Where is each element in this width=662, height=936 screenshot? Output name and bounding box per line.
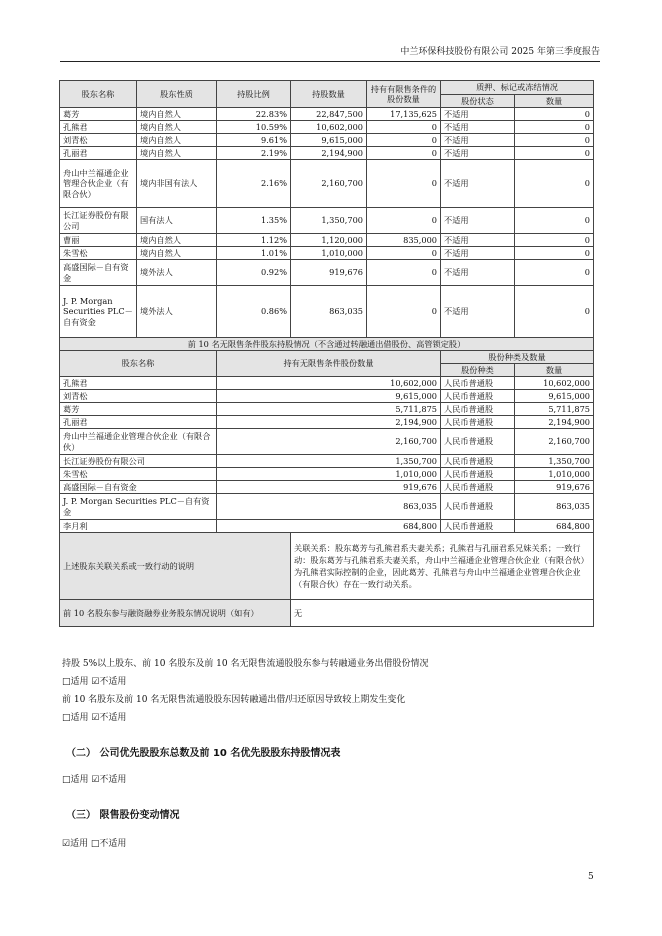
cell-restricted: 0 bbox=[367, 121, 441, 134]
cell-name: 朱雪松 bbox=[60, 247, 137, 260]
col-header-count: 数量 bbox=[515, 95, 594, 108]
margin-label: 前 10 名股东参与融资融券业务股东情况说明（如有） bbox=[60, 600, 291, 627]
top10-cell-count: 9,615,000 bbox=[515, 390, 594, 403]
shareholder-row bbox=[60, 121, 594, 134]
top10-rows bbox=[60, 377, 594, 533]
top10-cell-qty: 9,615,000 bbox=[217, 390, 441, 403]
cell-qty: 919,676 bbox=[291, 260, 367, 286]
col-header-nature: 股东性质 bbox=[137, 81, 217, 108]
top10-cell-qty: 919,676 bbox=[217, 481, 441, 494]
cell-restricted: 0 bbox=[367, 134, 441, 147]
top10-cell-qty: 5,711,875 bbox=[217, 403, 441, 416]
top10-row bbox=[60, 494, 594, 520]
top10-cell-qty: 1,350,700 bbox=[217, 455, 441, 468]
cell-ratio: 0.86% bbox=[217, 286, 291, 338]
cell-status: 不适用 bbox=[441, 260, 515, 286]
cell-nature: 国有法人 bbox=[137, 208, 217, 234]
cell-restricted: 0 bbox=[367, 147, 441, 160]
cell-status: 不适用 bbox=[441, 247, 515, 260]
margin-text: 无 bbox=[291, 600, 594, 627]
change-title: 前 10 名股东及前 10 名无限售流通股股东因转融通出借/归还原因导致较上期发生变化 bbox=[62, 695, 406, 705]
top10-cell-type: 人民币普通股 bbox=[441, 468, 515, 481]
top10-header-qty: 持有无限售条件股份数量 bbox=[217, 351, 441, 377]
top10-cell-name: 高盛国际－自有资金 bbox=[60, 481, 217, 494]
top10-row bbox=[60, 481, 594, 494]
cell-count: 0 bbox=[515, 134, 594, 147]
shareholder-row bbox=[60, 108, 594, 121]
top10-row bbox=[60, 468, 594, 481]
shareholder-row bbox=[60, 160, 594, 208]
shareholder-row bbox=[60, 247, 594, 260]
cell-status: 不适用 bbox=[441, 160, 515, 208]
cell-qty: 22,847,500 bbox=[291, 108, 367, 121]
shareholder-row bbox=[60, 134, 594, 147]
shareholder-rows bbox=[60, 108, 594, 338]
cell-count: 0 bbox=[515, 121, 594, 134]
col-header-qty: 持股数量 bbox=[291, 81, 367, 108]
cell-nature: 境内非国有法人 bbox=[137, 160, 217, 208]
cell-nature: 境内自然人 bbox=[137, 134, 217, 147]
top10-title: 前 10 名无限售条件股东持股情况（不含通过转融通出借股份、高管锁定股） bbox=[60, 338, 594, 351]
cell-name: 曹丽 bbox=[60, 234, 137, 247]
top10-header-name: 股东名称 bbox=[60, 351, 217, 377]
shareholder-row bbox=[60, 286, 594, 338]
top10-cell-name: 刘青松 bbox=[60, 390, 217, 403]
cell-nature: 境内自然人 bbox=[137, 121, 217, 134]
cell-restricted: 0 bbox=[367, 286, 441, 338]
top10-cell-count: 863,035 bbox=[515, 494, 594, 520]
top10-cell-name: 朱雪松 bbox=[60, 468, 217, 481]
top10-cell-name: J. P. Morgan Securities PLC－自有资金 bbox=[60, 494, 217, 520]
cell-qty: 1,010,000 bbox=[291, 247, 367, 260]
top10-cell-qty: 863,035 bbox=[217, 494, 441, 520]
top10-header-type: 股份种类 bbox=[441, 364, 515, 377]
top10-row bbox=[60, 455, 594, 468]
top10-row bbox=[60, 377, 594, 390]
cell-restricted: 0 bbox=[367, 247, 441, 260]
top10-cell-name: 李月利 bbox=[60, 520, 217, 533]
cell-count: 0 bbox=[515, 208, 594, 234]
cell-qty: 2,160,700 bbox=[291, 160, 367, 208]
top10-cell-name: 长江证券股份有限公司 bbox=[60, 455, 217, 468]
cell-restricted: 0 bbox=[367, 260, 441, 286]
shareholder-row bbox=[60, 147, 594, 160]
top10-cell-count: 2,160,700 bbox=[515, 429, 594, 455]
top10-cell-count: 919,676 bbox=[515, 481, 594, 494]
page-number: 5 bbox=[588, 872, 594, 882]
cell-count: 0 bbox=[515, 260, 594, 286]
cell-qty: 1,350,700 bbox=[291, 208, 367, 234]
section-restricted-title: （三） 限售股份变动情况 bbox=[66, 810, 180, 821]
cell-status: 不适用 bbox=[441, 234, 515, 247]
col-header-restricted: 持有有限售条件的股份数量 bbox=[367, 81, 441, 108]
top10-cell-count: 1,010,000 bbox=[515, 468, 594, 481]
col-header-status: 股份状态 bbox=[441, 95, 515, 108]
col-header-ratio: 持股比例 bbox=[217, 81, 291, 108]
cell-nature: 境内自然人 bbox=[137, 234, 217, 247]
top10-cell-qty: 2,160,700 bbox=[217, 429, 441, 455]
report-header: 中兰环保科技股份有限公司 2025 年第三季度报告 bbox=[60, 44, 600, 62]
shareholder-table bbox=[59, 80, 594, 627]
cell-name: 舟山中兰福通企业管理合伙企业（有限合伙） bbox=[60, 160, 137, 208]
cell-qty: 9,615,000 bbox=[291, 134, 367, 147]
section-preferred-checkbox: □适用 ☑不适用 bbox=[62, 775, 127, 785]
cell-count: 0 bbox=[515, 247, 594, 260]
top10-cell-type: 人民币普通股 bbox=[441, 429, 515, 455]
top10-cell-count: 5,711,875 bbox=[515, 403, 594, 416]
top10-cell-type: 人民币普通股 bbox=[441, 455, 515, 468]
cell-nature: 境内自然人 bbox=[137, 147, 217, 160]
cell-count: 0 bbox=[515, 147, 594, 160]
cell-ratio: 2.19% bbox=[217, 147, 291, 160]
cell-ratio: 22.83% bbox=[217, 108, 291, 121]
top10-cell-count: 10,602,000 bbox=[515, 377, 594, 390]
cell-restricted: 17,135,625 bbox=[367, 108, 441, 121]
related-label: 上述股东关联关系或一致行动的说明 bbox=[60, 533, 291, 600]
cell-count: 0 bbox=[515, 286, 594, 338]
cell-name: 长江证券股份有限公司 bbox=[60, 208, 137, 234]
cell-restricted: 835,000 bbox=[367, 234, 441, 247]
top10-cell-name: 孔熊君 bbox=[60, 377, 217, 390]
cell-name: 孔熊君 bbox=[60, 121, 137, 134]
top10-cell-name: 舟山中兰福通企业管理合伙企业（有限合伙） bbox=[60, 429, 217, 455]
cell-nature: 境外法人 bbox=[137, 286, 217, 338]
cell-ratio: 10.59% bbox=[217, 121, 291, 134]
cell-qty: 863,035 bbox=[291, 286, 367, 338]
top10-header-type-group: 股份种类及数量 bbox=[441, 351, 594, 364]
top10-cell-type: 人民币普通股 bbox=[441, 520, 515, 533]
cell-ratio: 0.92% bbox=[217, 260, 291, 286]
cell-status: 不适用 bbox=[441, 121, 515, 134]
cell-qty: 2,194,900 bbox=[291, 147, 367, 160]
top10-header-count: 数量 bbox=[515, 364, 594, 377]
cell-status: 不适用 bbox=[441, 108, 515, 121]
cell-name: 孔丽君 bbox=[60, 147, 137, 160]
related-text: 关联关系：股东葛芳与孔熊君系夫妻关系；孔熊君与孔丽君系兄妹关系；一致行动：股东葛芳与孔熊君系夫妻关系，舟山中兰福通企业管理合伙企业（有限合伙）为孔熊君实际控制的企业，因此葛芳、孔熊君与舟山中兰福通企业管理合伙企业（有限合伙）存在一致行动关系。 bbox=[291, 533, 594, 600]
top10-cell-qty: 1,010,000 bbox=[217, 468, 441, 481]
cell-status: 不适用 bbox=[441, 286, 515, 338]
top10-row bbox=[60, 520, 594, 533]
top10-cell-name: 孔丽君 bbox=[60, 416, 217, 429]
top10-cell-type: 人民币普通股 bbox=[441, 390, 515, 403]
cell-count: 0 bbox=[515, 234, 594, 247]
top10-row bbox=[60, 390, 594, 403]
cell-nature: 境外法人 bbox=[137, 260, 217, 286]
cell-restricted: 0 bbox=[367, 160, 441, 208]
section-restricted-checkbox: ☑适用 □不适用 bbox=[62, 839, 127, 849]
change-checkbox: □适用 ☑不适用 bbox=[62, 713, 127, 723]
top10-cell-type: 人民币普通股 bbox=[441, 377, 515, 390]
cell-qty: 10,602,000 bbox=[291, 121, 367, 134]
cell-count: 0 bbox=[515, 108, 594, 121]
cell-ratio: 9.61% bbox=[217, 134, 291, 147]
lend-checkbox: □适用 ☑不适用 bbox=[62, 677, 127, 687]
cell-ratio: 1.01% bbox=[217, 247, 291, 260]
col-header-name: 股东名称 bbox=[60, 81, 137, 108]
cell-count: 0 bbox=[515, 160, 594, 208]
cell-status: 不适用 bbox=[441, 208, 515, 234]
cell-ratio: 1.12% bbox=[217, 234, 291, 247]
cell-nature: 境内自然人 bbox=[137, 247, 217, 260]
top10-cell-qty: 684,800 bbox=[217, 520, 441, 533]
cell-qty: 1,120,000 bbox=[291, 234, 367, 247]
cell-name: 高盛国际－自有资金 bbox=[60, 260, 137, 286]
cell-nature: 境内自然人 bbox=[137, 108, 217, 121]
top10-cell-type: 人民币普通股 bbox=[441, 481, 515, 494]
shareholder-row bbox=[60, 260, 594, 286]
shareholder-row bbox=[60, 208, 594, 234]
cell-name: 刘青松 bbox=[60, 134, 137, 147]
top10-cell-count: 1,350,700 bbox=[515, 455, 594, 468]
top10-row bbox=[60, 416, 594, 429]
top10-row bbox=[60, 429, 594, 455]
top10-cell-type: 人民币普通股 bbox=[441, 403, 515, 416]
cell-ratio: 2.16% bbox=[217, 160, 291, 208]
section-preferred-title: （二） 公司优先股股东总数及前 10 名优先股股东持股情况表 bbox=[66, 748, 341, 759]
col-header-pledge: 质押、标记或冻结情况 bbox=[441, 81, 594, 95]
top10-cell-count: 684,800 bbox=[515, 520, 594, 533]
top10-cell-qty: 2,194,900 bbox=[217, 416, 441, 429]
cell-ratio: 1.35% bbox=[217, 208, 291, 234]
cell-status: 不适用 bbox=[441, 134, 515, 147]
top10-cell-type: 人民币普通股 bbox=[441, 416, 515, 429]
cell-status: 不适用 bbox=[441, 147, 515, 160]
top10-cell-type: 人民币普通股 bbox=[441, 494, 515, 520]
cell-restricted: 0 bbox=[367, 208, 441, 234]
cell-name: 葛芳 bbox=[60, 108, 137, 121]
cell-name: J. P. Morgan Securities PLC－自有资金 bbox=[60, 286, 137, 338]
top10-row bbox=[60, 403, 594, 416]
lend-title: 持股 5%以上股东、前 10 名股东及前 10 名无限售流通股股东参与转融通业务出借股份情况 bbox=[62, 659, 429, 669]
shareholder-row bbox=[60, 234, 594, 247]
top10-cell-qty: 10,602,000 bbox=[217, 377, 441, 390]
top10-cell-count: 2,194,900 bbox=[515, 416, 594, 429]
top10-cell-name: 葛芳 bbox=[60, 403, 217, 416]
